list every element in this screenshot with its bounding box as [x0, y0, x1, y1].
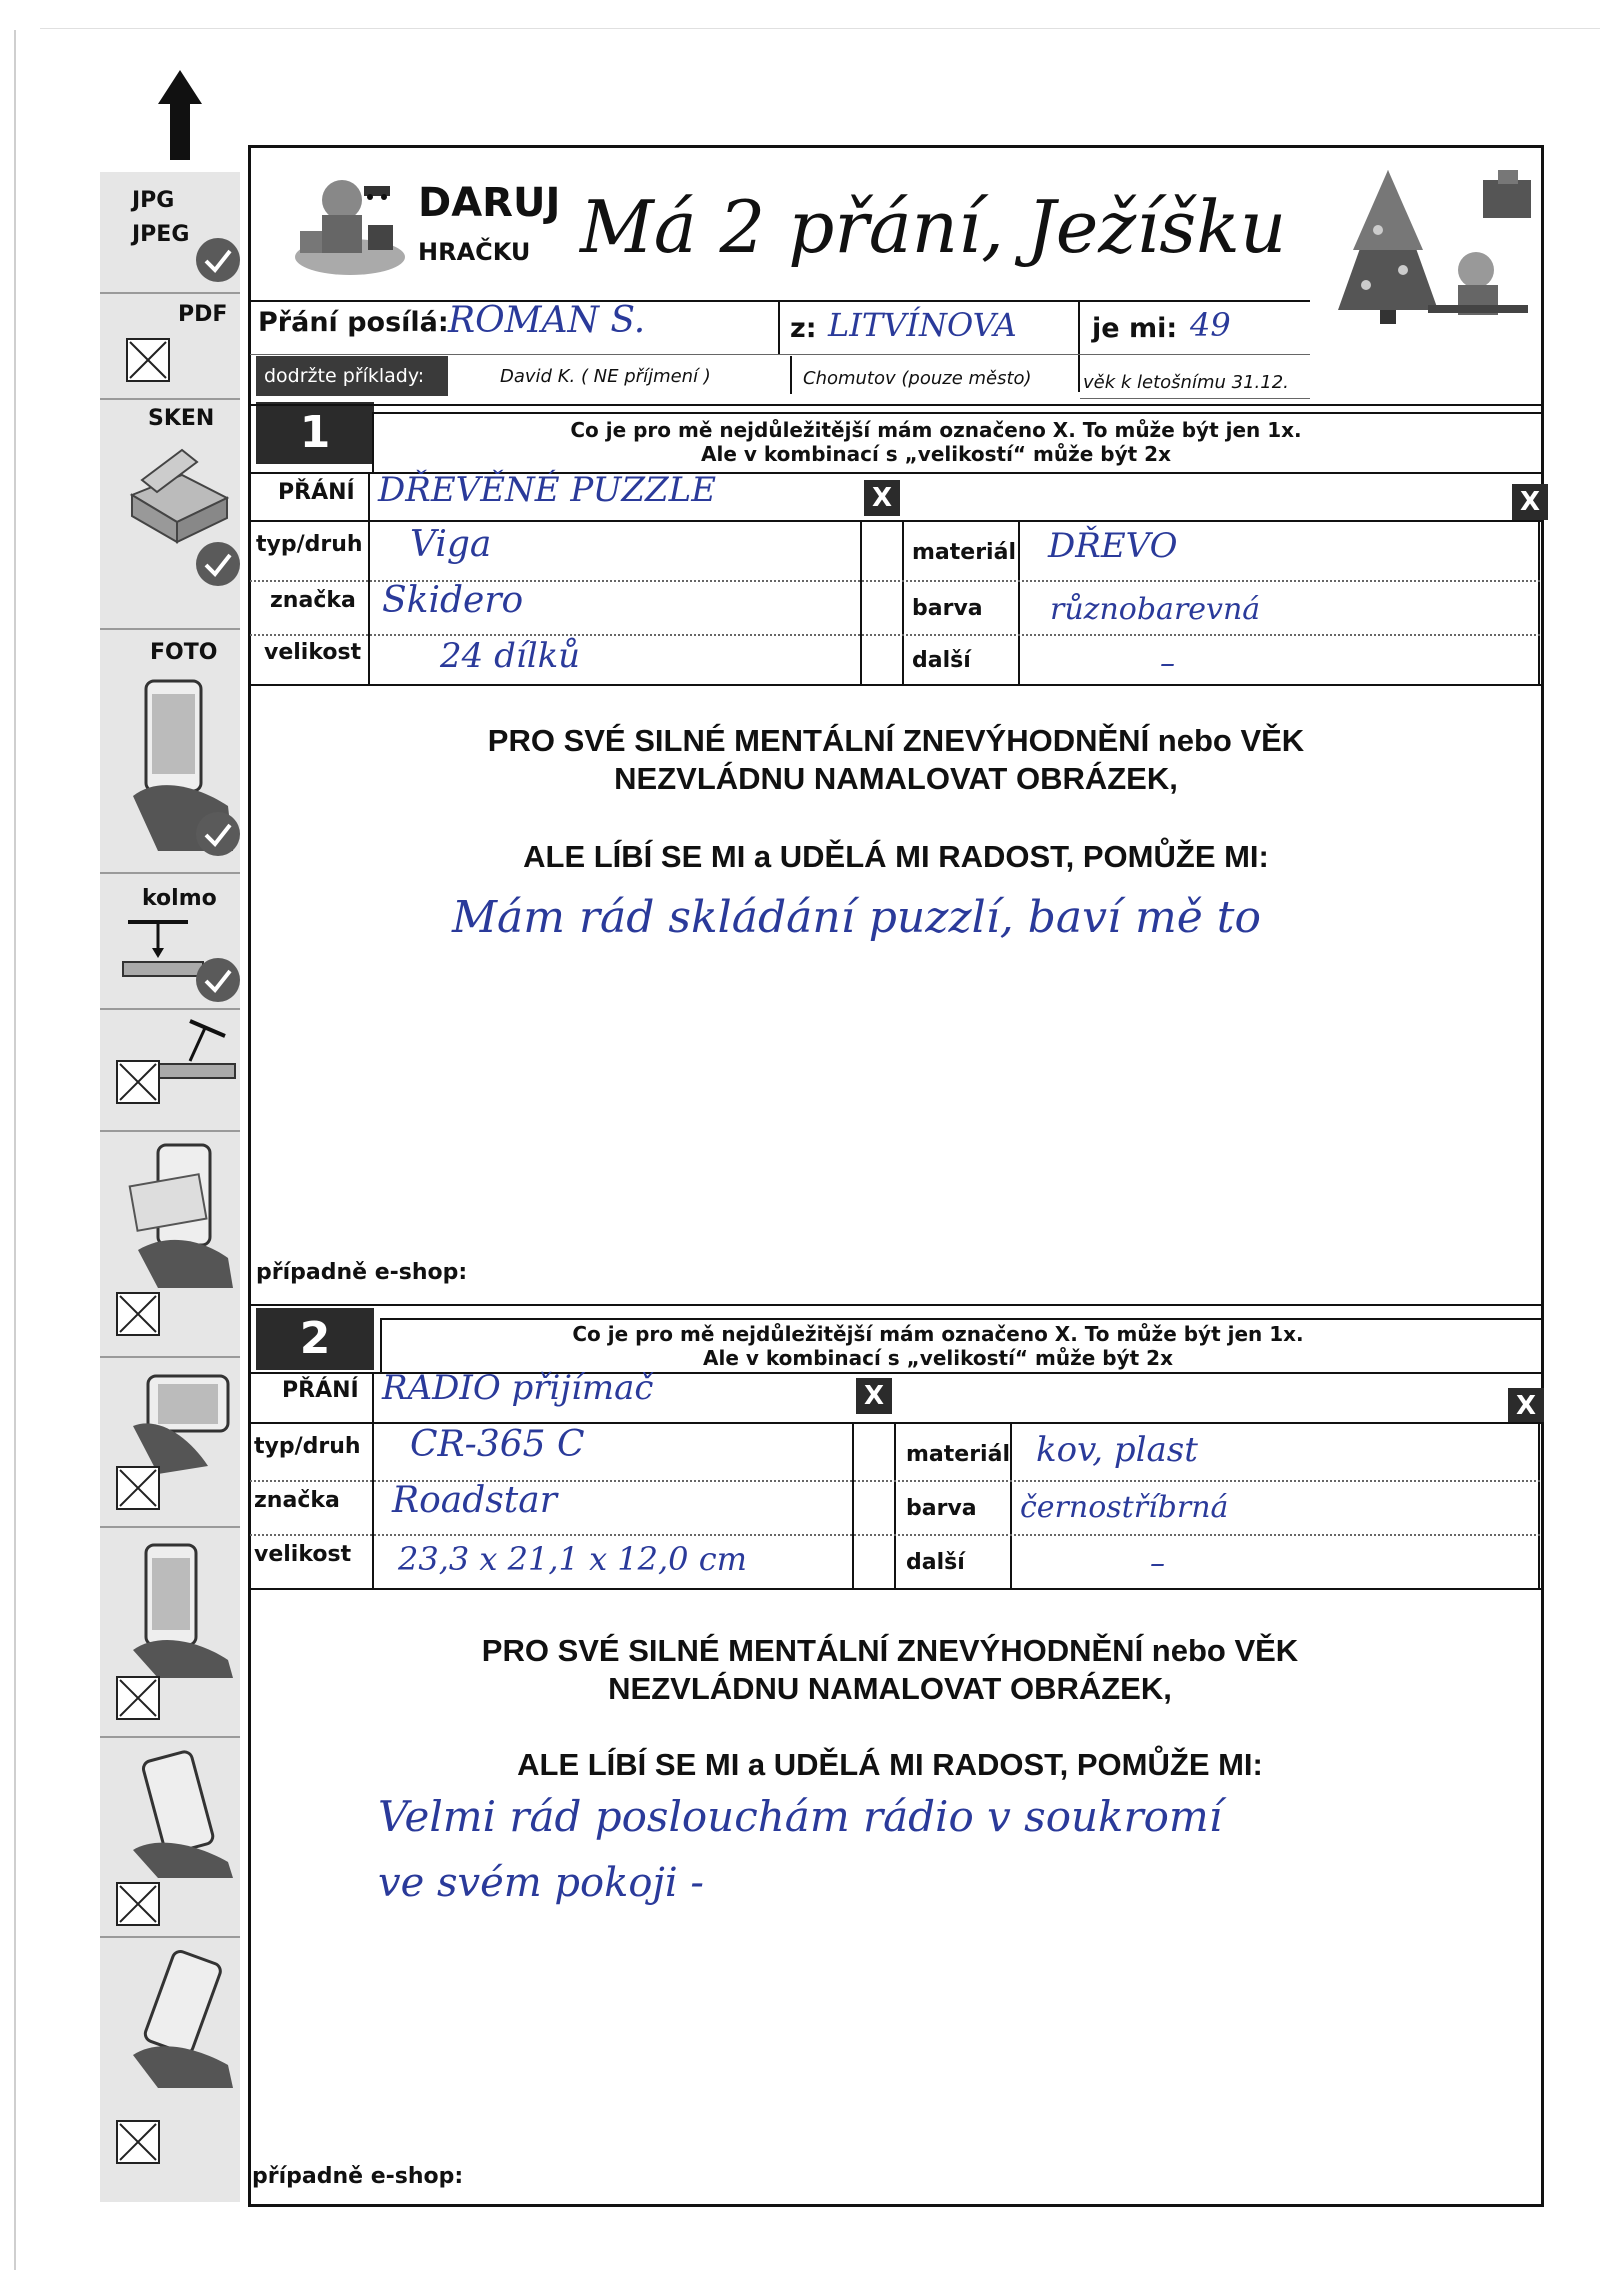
- scan-left-edge: [14, 30, 16, 2270]
- check-icon: [196, 812, 240, 856]
- field-divider: [372, 412, 374, 472]
- field-divider: [1018, 520, 1020, 684]
- wish-2-prani-label: PŘÁNÍ: [282, 1378, 359, 1403]
- wish-2-velikost-value: 23,3 x 21,1 x 12,0 cm: [398, 1540, 747, 1578]
- wish-2-znacka-label: značka: [254, 1488, 340, 1513]
- field-divider: [852, 1422, 854, 1588]
- field-divider: [368, 472, 370, 684]
- wish-2-statement-line-3: ALE LÍBÍ SE MI a UDĚLÁ MI RADOST, POMŮŽE MI:: [517, 1747, 1263, 1782]
- wish-2-instruction-line-1: Co je pro mě nejdůležitější mám označeno X. To může být jen 1x.: [572, 1322, 1304, 1346]
- field-divider: [1538, 1422, 1540, 1588]
- age-value: 49: [1190, 306, 1231, 344]
- wish-2-dalsi-label: další: [906, 1550, 965, 1575]
- field-divider: [1538, 520, 1540, 684]
- wish-1-statement-line-1: PRO SVÉ SILNÉ MENTÁLNÍ ZNEVÝHODNĚNÍ nebo VĚK: [487, 723, 1305, 758]
- header-divider: [250, 300, 1310, 302]
- wish-1-instruction-line-2: Ale v kombinací s „velikostí“ může být 2x: [701, 442, 1171, 466]
- sidebar-divider: [100, 1130, 240, 1132]
- sender-name-value: ROMAN S.: [448, 300, 646, 341]
- section-divider: [250, 1588, 1544, 1590]
- up-arrow-icon: [158, 70, 202, 160]
- check-icon: [196, 542, 240, 586]
- cross-box-icon: [116, 1466, 160, 1510]
- wish-1-x-mark-right: X: [1512, 484, 1548, 520]
- wish-1-dalsi-value: –: [1160, 646, 1175, 681]
- field-divider: [894, 1422, 896, 1588]
- phone-landscape-icon: [128, 1366, 238, 1476]
- sidebar-divider: [100, 1526, 240, 1528]
- wish-2-barva-label: barva: [906, 1496, 977, 1521]
- field-divider: [790, 356, 792, 394]
- wish-2-handwritten-note-line-1: Velmi rád poslouchám rádio v soukromí: [378, 1792, 1223, 1841]
- wish-2-number: 2: [256, 1308, 374, 1370]
- wish-1-typ-value: Viga: [410, 524, 492, 565]
- wish-2-x-mark-right: X: [1508, 1388, 1544, 1424]
- wish-2-instruction-line-2: Ale v kombinací s „velikostí“ může být 2x: [703, 1346, 1173, 1370]
- scanner-icon: [122, 440, 232, 550]
- wish-2-statement-line-1: PRO SVÉ SILNÉ MENTÁLNÍ ZNEVÝHODNĚNÍ nebo VĚK: [481, 1633, 1299, 1668]
- check-icon: [196, 238, 240, 282]
- field-divider: [778, 300, 780, 354]
- sidebar-divider: [100, 872, 240, 874]
- sidebar-pdf-label: PDF: [178, 302, 228, 327]
- sidebar-divider: [100, 628, 240, 630]
- section-divider: [380, 1318, 1544, 1320]
- wish-1-material-value: DŘEVO: [1048, 526, 1178, 566]
- sidebar-divider: [100, 292, 240, 294]
- wish-1-znacka-value: Skidero: [382, 580, 524, 621]
- section-divider: [372, 412, 1544, 414]
- wish-2-znacka-value: Roadstar: [392, 1480, 557, 1521]
- sidebar-divider: [100, 1936, 240, 1938]
- city-value: LITVÍNOVA: [828, 306, 1017, 344]
- phone-photo-icon: [128, 1540, 238, 1680]
- field-divider: [1078, 300, 1080, 392]
- row-divider: [1080, 398, 1310, 399]
- sidebar-divider: [100, 398, 240, 400]
- age-label: je mi:: [1092, 313, 1178, 344]
- sidebar-divider: [100, 1356, 240, 1358]
- wish-1-barva-value: různobarevná: [1050, 592, 1261, 627]
- row-divider: [250, 520, 1544, 522]
- sidebar-jpeg-label: JPEG: [132, 222, 190, 247]
- wish-1-prani-label: PŘÁNÍ: [278, 480, 355, 505]
- cross-box-icon: [116, 1292, 160, 1336]
- phone-photo-icon: [128, 1140, 238, 1290]
- sidebar-sken-label: SKEN: [148, 406, 215, 431]
- wish-2-velikost-label: velikost: [254, 1542, 352, 1567]
- wish-2-barva-value: černostříbrná: [1020, 1490, 1229, 1525]
- wish-1-typ-label: typ/druh: [256, 532, 363, 557]
- example-name: David K. ( NE příjmení ): [500, 366, 711, 387]
- wish-1-dalsi-label: další: [912, 648, 971, 673]
- wish-1-handwritten-note: Mám rád skládání puzzlí, baví mě to: [452, 892, 1261, 943]
- tilted-phone-icon: [128, 1950, 238, 2090]
- wish-1-statement-line-3: ALE LÍBÍ SE MI a UDĚLÁ MI RADOST, POMŮŽE MI:: [523, 839, 1269, 874]
- page-title: Má 2 přání, Ježíšku: [580, 185, 1287, 269]
- cross-box-icon: [116, 1676, 160, 1720]
- angled-phone-icon: [150, 1016, 240, 1086]
- logo-hracku: HRAČKU: [418, 238, 531, 266]
- cross-box-icon: [126, 338, 170, 382]
- wish-1-velikost-label: velikost: [264, 640, 362, 665]
- wish-1-x-mark-left: X: [864, 480, 900, 516]
- sidebar-jpg-label: JPG: [132, 188, 175, 213]
- wish-2-handwritten-note-line-2: ve svém pokoji -: [378, 1860, 704, 1906]
- cross-box-icon: [116, 1060, 160, 1104]
- wish-2-material-value: kov, plast: [1036, 1430, 1198, 1470]
- wish-2-typ-label: typ/druh: [254, 1434, 361, 1459]
- field-divider: [380, 1318, 382, 1372]
- row-divider: [250, 354, 1310, 355]
- example-age: věk k letošnímu 31.12.: [1083, 372, 1289, 393]
- wish-2-eshop-label: případně e-shop:: [252, 2164, 464, 2189]
- santa-toys-illustration: [290, 165, 410, 280]
- section-divider: [250, 1304, 1544, 1306]
- wish-1-znacka-label: značka: [270, 588, 356, 613]
- field-divider: [1010, 1422, 1012, 1588]
- cross-box-icon: [116, 1882, 160, 1926]
- sender-label: Přání posílá:: [258, 307, 449, 338]
- scan-top-edge: [40, 28, 1600, 29]
- perpendicular-phone-icon: [118, 914, 208, 984]
- wish-2-dalsi-value: –: [1150, 1546, 1165, 1581]
- wish-2-material-label: materiál: [906, 1442, 1010, 1467]
- wish-2-x-mark-left: X: [856, 1378, 892, 1414]
- tilted-phone-icon: [128, 1750, 238, 1880]
- wish-1-prani-value: DŘEVĚNÉ PUZZLE: [378, 470, 717, 510]
- sidebar-divider: [100, 1736, 240, 1738]
- example-city: Chomutov (pouze město): [803, 368, 1032, 389]
- christmas-tree-child-illustration: [1318, 160, 1538, 330]
- check-icon: [196, 958, 240, 1002]
- city-label: z:: [790, 313, 817, 344]
- wish-1-material-label: materiál: [912, 540, 1016, 565]
- field-divider: [902, 520, 904, 684]
- wish-1-velikost-value: 24 dílků: [440, 636, 581, 676]
- wish-1-instruction-line-1: Co je pro mě nejdůležitější mám označeno X. To může být jen 1x.: [570, 418, 1302, 442]
- logo-daruj: DARUJ: [418, 180, 561, 226]
- wish-2-typ-value: CR-365 C: [410, 1424, 585, 1465]
- field-divider: [860, 520, 862, 684]
- sidebar-foto-label: FOTO: [150, 640, 218, 665]
- examples-label: dodržte příklady:: [256, 356, 448, 396]
- wish-1-eshop-label: případně e-shop:: [256, 1260, 468, 1285]
- wish-2-statement-line-2: NEZVLÁDNU NAMALOVAT OBRÁZEK,: [608, 1671, 1172, 1706]
- section-divider: [250, 684, 1544, 686]
- row-divider: [250, 1534, 1540, 1536]
- car-toy-icon: [362, 180, 392, 200]
- wish-1-number: 1: [256, 402, 374, 464]
- sidebar-divider: [100, 1008, 240, 1010]
- cross-box-icon: [116, 2120, 160, 2164]
- wish-2-prani-value: RADIO přijímač: [382, 1368, 654, 1408]
- wish-1-statement-line-2: NEZVLÁDNU NAMALOVAT OBRÁZEK,: [614, 761, 1178, 796]
- section-divider: [250, 404, 1544, 406]
- sidebar-kolmo-label: kolmo: [142, 886, 217, 911]
- wish-1-barva-label: barva: [912, 596, 983, 621]
